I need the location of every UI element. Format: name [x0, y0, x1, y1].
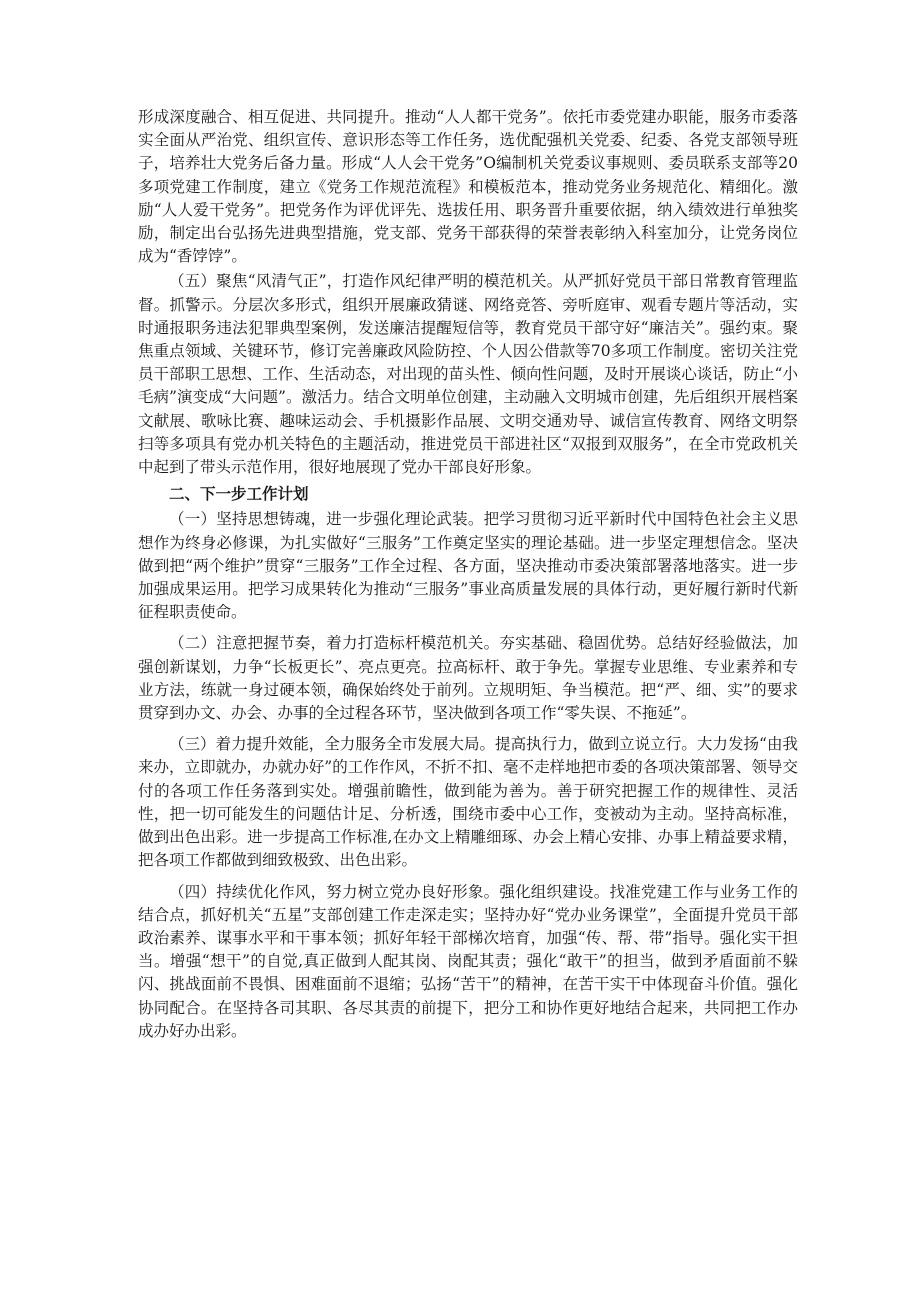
document-page: [138, 106, 798, 1045]
paragraph-plan-three: （三）着力提升效能，全力服务全市发展大局。提高执行力，做到立说立行。大力发扬“由我来办，立即就办，办就办好”的工作作风，不折不扣、毫不走样地把市委的各项决策部署、领导交付的各项工作任务落到实处。增强前瞻性，做到能为善为。善于研究把握工作的规律性、灵活性，把一切可能发生的问题估计足、分析透，围绕市委中心工作，变被动为主动。坚持高标准，做到出色出彩。进一步提高工作标准,在办文上精雕细琢、办会上精心安排、办事上精益要求精，把各项工作都做到细致极致、出色出彩。: [138, 735, 798, 870]
paragraph-plan-four: （四）持续优化作风，努力树立党办良好形象。强化组织建设。找准党建工作与业务工作的结合点，抓好机关“五星”支部创建工作走深走实；坚持办好“党办业务课堂”，全面提升党员干部政治素养、谋事水平和干事本领；抓好年轻干部梯次培育，加强“传、帮、带”指导。强化实干担当。增强“想干”的自觉,真正做到人配其岗、岗配其责；强化“敢干”的担当，做到矛盾面前不躲闪、挑战面前不畏惧、困难面前不退缩；弘扬“苦干”的精神，在苦干实干中体现奋斗价值。强化协同配合。在坚持各司其职、各尽其责的前提下，把分工和协作更好地结合起来，共同把工作办成办好办出彩。: [138, 882, 798, 1040]
paragraph-plan-one: （一）坚持思想铸魂，进一步强化理论武装。把学习贯彻习近平新时代中国特色社会主义思想作为终身必修课，为扎实做好“三服务”工作奠定坚实的理论基础。进一步坚定理想信念。坚决做到把“两个维护”贯穿“三服务”工作全过程、各方面，坚决推动市委决策部署落地落实。进一步加强成果运用。把学习成果转化为推动“三服务”事业高质量发展的具体行动，更好履行新时代新征程职责使命。: [138, 510, 798, 622]
section-heading-next-plan: 二、下一步工作计划: [169, 485, 309, 504]
paragraph-plan-two: （二）注意把握节奏，着力打造标杆模范机关。夯实基础、稳固优势。总结好经验做法，加强创新谋划，力争“长板更长”、亮点更亮。拉高标杆、敢于争先。掌握专业思维、专业素养和专业方法，练就一身过硬本领，确保始终处于前列。立规明矩、争当模范。把“严、细、实”的要求贯穿到办文、办会、办事的全过程各环节，坚决做到各项工作“零失误、不拖延”。: [138, 634, 798, 723]
paragraph-party-affairs: 形成深度融合、相互促进、共同提升。推动“人人都干党务”。依托市委党建办职能，服务市委落实全面从严治党、组织宣传、意识形态等工作任务，选优配强机关党委、纪委、各党支部领导班子，培养壮大党务后备力量。形成“人人会干党务”O编制机关党委议事规则、委员联系支部等20多项党建工作制度，建立《党务工作规范流程》和模板范本，推动党务业务规范化、精细化。激励“人人爱干党务”。把党务作为评优评先、选拔任用、职务晋升重要依据，纳入绩效进行单独奖励，制定出台弘扬先进典型措施，党支部、党务干部获得的荣誉表彰纳入科室加分，让党务岗位成为“香饽饽”。: [138, 108, 798, 266]
paragraph-section-five: （五）聚焦“风清气正”，打造作风纪律严明的模范机关。从严抓好党员干部日常教育管理监督。抓警示。分层次多形式，组织开展廉政猜谜、网络竞答、旁听庭审、观看专题片等活动，实时通报职务违法犯罪典型案例，发送廉洁提醒短信等，教育党员干部守好“廉洁关”。强约束。聚焦重点领域、关键环节，修订完善廉政风险防控、个人因公借款等70多项工作制度。密切关注党员干部职工思想、工作、生活动态，对出现的苗头性、倾向性问题，及时开展谈心谈话，防止“小毛病”演变成“大问题”。激活力。结合文明单位创建，主动融入文明城市创建，先后组织开展档案文献展、歌咏比赛、趣味运动会、手机摄影作品展、文明交通劝导、诚信宣传教育、网络文明祭扫等多项具有党办机关特色的主题活动，推进党员干部进社区“双报到双服务”，在全市党政机关中起到了带头示范作用，很好地展现了党办干部良好形象。: [138, 272, 798, 477]
